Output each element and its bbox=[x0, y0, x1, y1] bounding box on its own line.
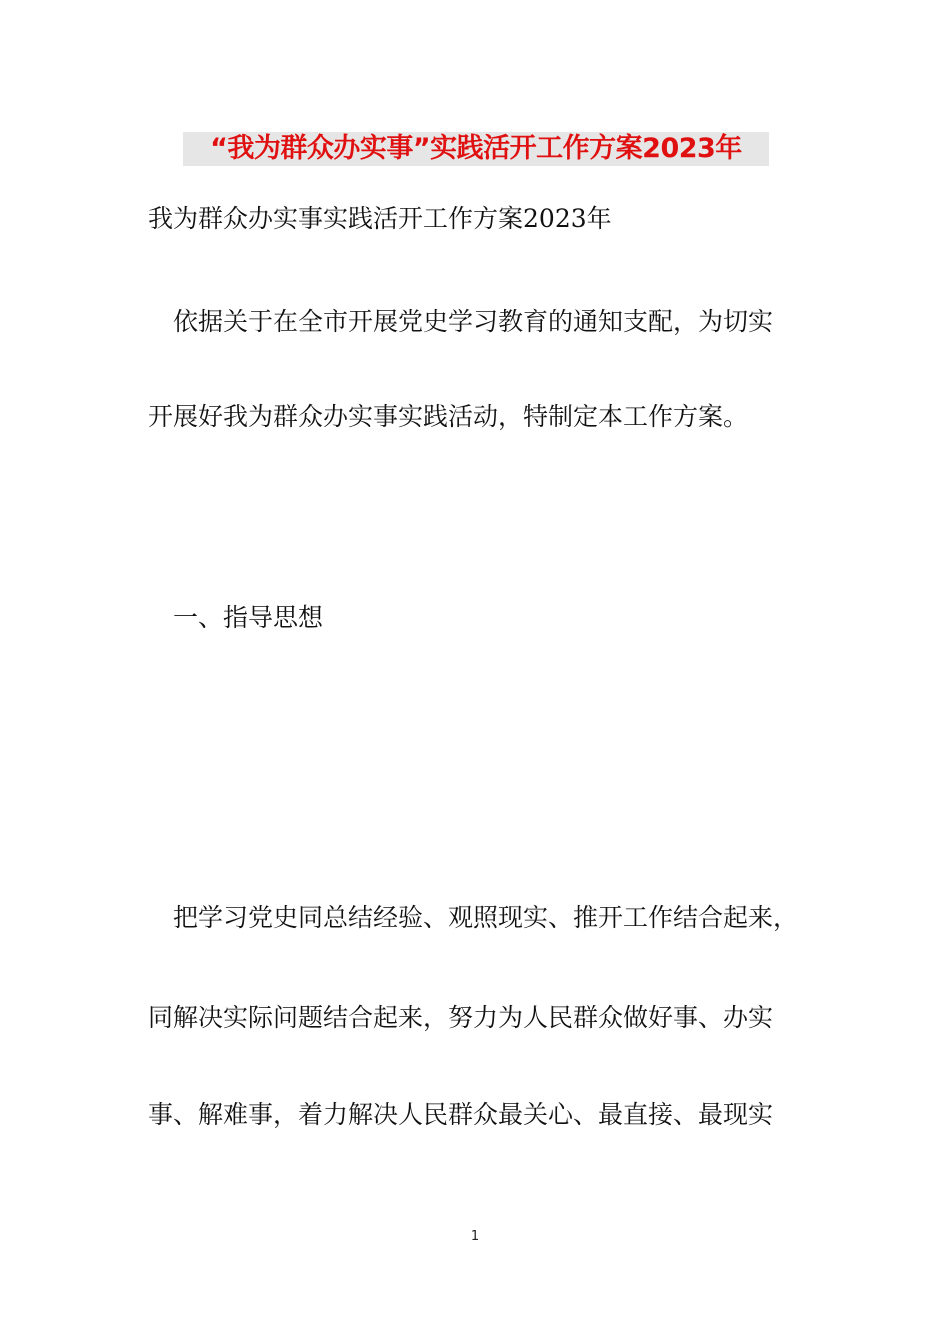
paragraph-line: 开展好我为群众办实事实践活动，特制定本工作方案。 bbox=[148, 402, 749, 431]
section-heading: 一、指导思想 bbox=[173, 603, 324, 632]
paragraph-line: 同解决实际问题结合起来，努力为人民群众做好事、办实 bbox=[148, 1003, 774, 1032]
paragraph-line: 事、解难事，着力解决人民群众最关心、最直接、最现实 bbox=[148, 1100, 774, 1129]
page-number: 1 bbox=[470, 1229, 480, 1244]
title-highlight bbox=[183, 132, 769, 166]
document-title: “我为群众办实事”实践活开工作方案2023年 bbox=[210, 133, 742, 164]
paragraph-line: 把学习党史同总结经验、观照现实、推开工作结合起来， bbox=[173, 903, 799, 932]
document-subtitle: 我为群众办实事实践活开工作方案2023年 bbox=[148, 204, 612, 233]
paragraph-line: 依据关于在全市开展党史学习教育的通知支配，为切实 bbox=[173, 307, 774, 336]
